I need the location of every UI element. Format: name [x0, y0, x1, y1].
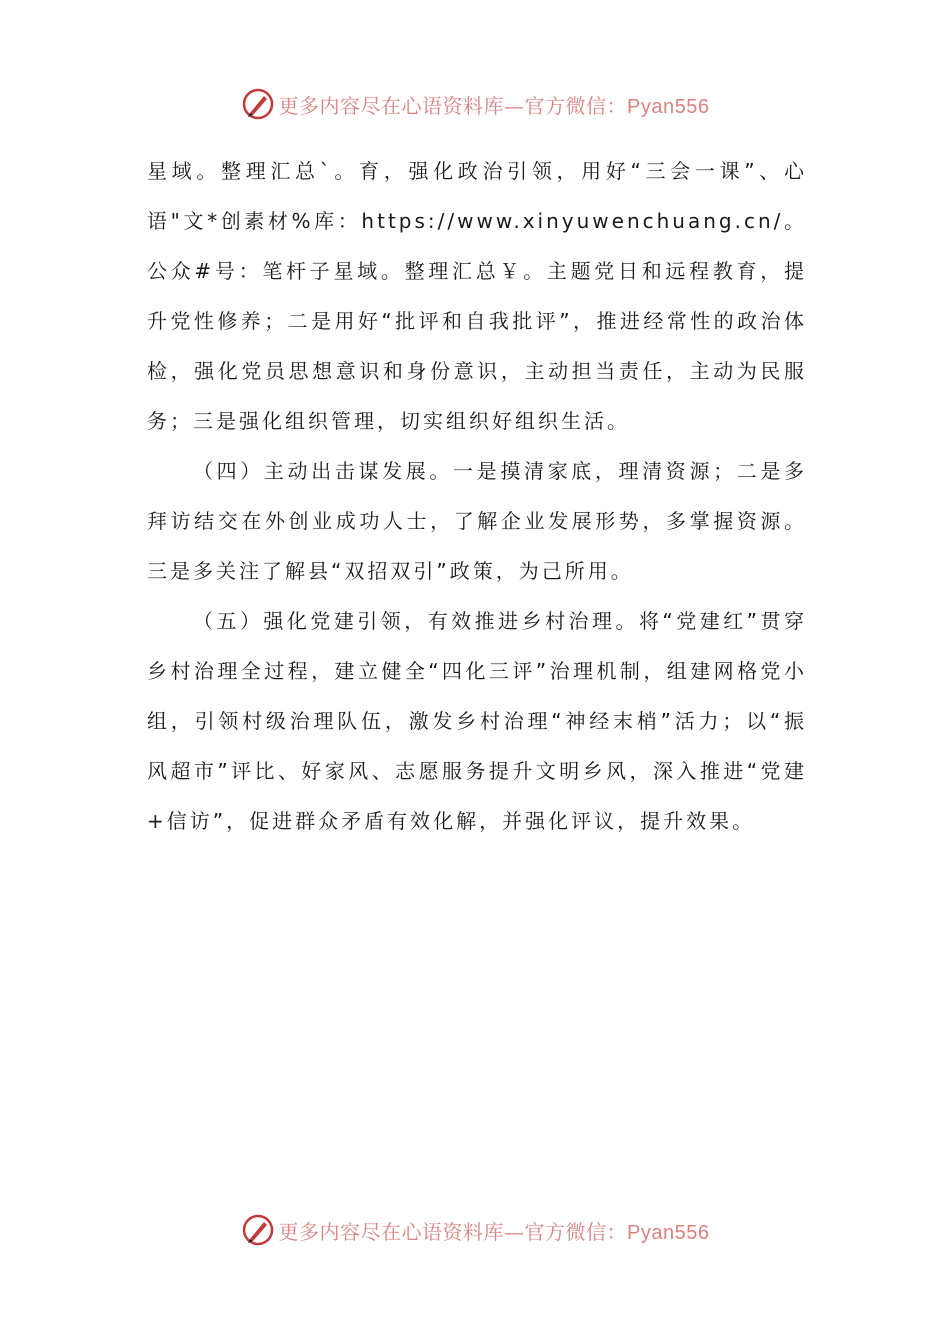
pen-logo-icon	[241, 1213, 275, 1247]
header-banner	[0, 84, 950, 124]
pen-logo-icon	[241, 87, 275, 121]
document-body	[147, 146, 807, 846]
footer-banner	[0, 1210, 950, 1250]
paragraph: （五）强化党建引领，有效推进乡村治理。将“党建红”贯穿乡村治理全过程，建立健全“四化三评”治理机制，组建网格党小组，引领村级治理队伍，激发乡村治理“神经末梢”活力；以“振风超市”评比、好家风、志愿服务提升文明乡风，深入推进“党建+信访”，促进群众矛盾有效化解，并强化评议，提升效果。	[147, 609, 807, 833]
paragraph: （四）主动出击谋发展。一是摸清家底，理清资源；二是多拜访结交在外创业成功人士，了解企业发展形势，多掌握资源。三是多关注了解县“双招双引”政策，为己所用。	[147, 459, 807, 583]
banner-text: 更多内容尽在心语资料库—官方微信：Pyan556	[278, 1219, 710, 1244]
wechat-id: Pyan556	[627, 1221, 710, 1244]
wechat-id: Pyan556	[627, 95, 710, 118]
paragraph: 星域。整理汇总`。育，强化政治引领，用好“三会一课”、心语"文*创素材%库：https://www.xinyuwenchuang.cn/。公众#号：笔杆子星域。整理汇总￥。主题党日和远程教育，提升党性修养；二是用好“批评和自我批评”，推进经常性的政治体检，强化党员思想意识和身份意识，主动担当责任，主动为民服务；三是强化组织管理，切实组织好组织生活。	[147, 159, 807, 433]
banner-text: 更多内容尽在心语资料库—官方微信：Pyan556	[278, 93, 710, 118]
